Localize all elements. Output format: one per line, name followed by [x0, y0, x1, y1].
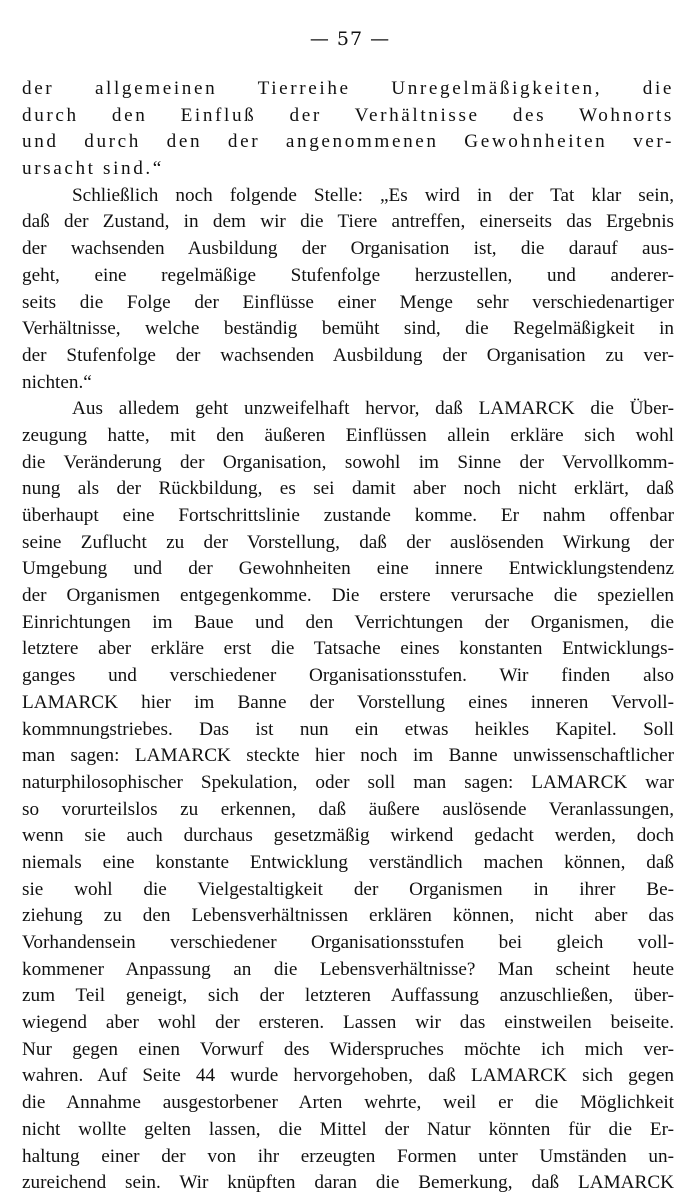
text-line: Schließlich noch folgende Stelle: „Es wird in der Tat klar sein, — [72, 184, 674, 206]
text-line: Verhältnisse, welche beständig bemüht sind, die Regelmäßigkeit in — [22, 318, 674, 340]
text-line: der allgemeinen Tierreihe Unregelmäßigkeiten, die — [22, 78, 674, 99]
text-line: der Stufenfolge der wachsenden Ausbildung der Organisation zu ver- — [22, 344, 674, 366]
text-line: Umgebung und der Gewohnheiten eine innere Entwicklungstendenz — [22, 558, 674, 580]
text-line: zum Teil geneigt, sich der letzteren Auffassung anzuschließen, über- — [22, 985, 674, 1007]
text-line: Aus alledem geht unzweifelhaft hervor, daß LAMARCK die Über- — [72, 398, 674, 420]
body-text — [22, 76, 674, 1197]
text-line: zureichend sein. Wir knüpften daran die Bemerkung, daß LAMARCK — [22, 1172, 674, 1194]
text-line: wiegend aber wohl der ersteren. Lassen wir das einstweilen beiseite. — [22, 1012, 674, 1034]
text-line: der wachsenden Ausbildung der Organisation ist, die darauf aus- — [22, 238, 674, 260]
text-line: haltung einer der von ihr erzeugten Formen unter Umständen un- — [22, 1145, 674, 1167]
text-line: durch den Einfluß der Verhältnisse des Wohnorts — [22, 104, 674, 126]
text-line: geht, eine regelmäßige Stufenfolge herzustellen, und anderer- — [22, 264, 674, 286]
text-line: man sagen: LAMARCK steckte hier noch im Banne unwissenschaftlicher — [22, 745, 674, 767]
text-line: die Annahme ausgestorbener Arten wehrte, weil er die Möglichkeit — [22, 1092, 674, 1114]
text-line: überhaupt eine Fortschrittslinie zustande komme. Er nahm offenbar — [22, 505, 674, 526]
page-number: — 57 — — [309, 28, 391, 50]
text-line: nicht wollte gelten lassen, die Mittel der Natur könnten für die Er- — [22, 1118, 674, 1140]
text-line: daß der Zustand, in dem wir die Tiere antreffen, einerseits das Ergebnis — [22, 211, 674, 233]
text-line: die Veränderung der Organisation, sowohl im Sinne der Vervollkomm- — [22, 451, 674, 473]
text-line: wenn sie auch durchaus gesetzmäßig wirkend gedacht werden, doch — [22, 825, 674, 847]
text-line: naturphilosophischer Spekulation, oder soll man sagen: LAMARCK war — [22, 771, 674, 793]
text-line: zeugung hatte, mit den äußeren Einflüssen allein erkläre sich wohl — [22, 424, 674, 446]
text-line: Einrichtungen im Baue und den Verrichtungen der Organismen, die — [22, 611, 674, 633]
text-line: kommener Anpassung an die Lebensverhältnisse? Man scheint heute — [22, 958, 674, 980]
text-line: und durch den der angenommenen Gewohnheiten ver- — [22, 131, 674, 153]
text-line: seine Zuflucht zu der Vorstellung, daß der auslösenden Wirkung der — [22, 531, 674, 553]
text-line: ganges und verschiedener Organisationsstufen. Wir finden also — [22, 665, 674, 687]
text-line: kommnungstriebes. Das ist nun ein etwas heikles Kapitel. Soll — [22, 718, 674, 740]
text-line: sie wohl die Vielgestaltigkeit der Organismen in ihrer Be- — [22, 878, 674, 900]
text-line: ziehung zu den Lebensverhältnissen erklären können, nicht aber das — [22, 905, 674, 927]
text-line: der Organismen entgegenkomme. Die erstere verursache die speziellen — [22, 585, 674, 607]
text-line: Vorhandensein verschiedener Organisationsstufen bei gleich voll- — [22, 932, 674, 953]
text-line: so vorurteilslos zu erkennen, daß äußere auslösende Veranlassungen, — [22, 798, 674, 820]
text-line: nung als der Rückbildung, es sei damit aber noch nicht erklärt, daß — [22, 478, 674, 500]
text-line: niemals eine konstante Entwicklung verständlich machen können, daß — [22, 851, 674, 873]
text-line: seits die Folge der Einflüsse einer Menge sehr verschiedenartiger — [22, 291, 674, 313]
text-line: ursacht sind.“ — [22, 158, 164, 180]
text-line: letztere aber erkläre erst die Tatsache eines konstanten Entwicklungs- — [22, 638, 674, 660]
text-line: nichten.“ — [22, 371, 92, 393]
text-line: LAMARCK hier im Banne der Vorstellung eines inneren Vervoll- — [22, 691, 674, 713]
text-line: wahren. Auf Seite 44 wurde hervorgehoben, daß LAMARCK sich gegen — [22, 1065, 674, 1087]
text-line: Nur gegen einen Vorwurf des Widerspruches möchte ich mich ver- — [22, 1038, 674, 1060]
